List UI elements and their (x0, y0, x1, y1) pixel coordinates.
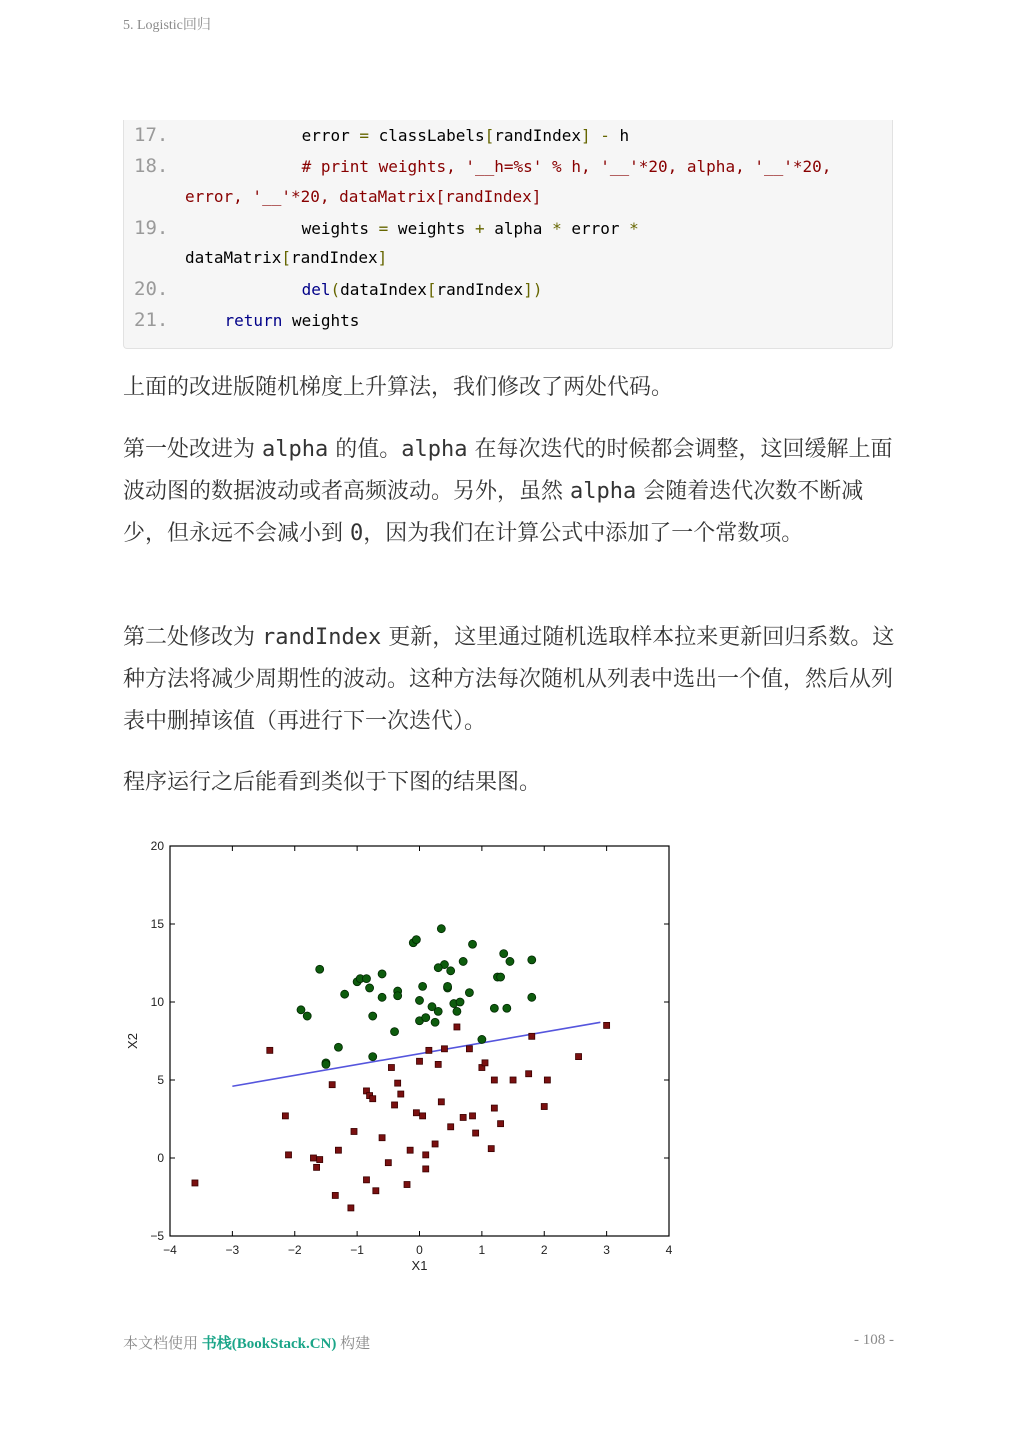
class0-point (470, 1113, 476, 1119)
class0-point (314, 1164, 320, 1170)
footer-prefix: 本文档使用 (123, 1336, 202, 1352)
class0-point (373, 1188, 379, 1194)
class0-point (282, 1113, 288, 1119)
class0-point (417, 1058, 423, 1064)
chapter-header: 5. Logistic回归 (123, 18, 211, 33)
line-number: 17. (134, 124, 169, 146)
class0-point (335, 1147, 341, 1153)
code-indent (186, 126, 302, 145)
x-tick-label: −3 (225, 1243, 240, 1257)
code-line (134, 156, 831, 177)
code-token: classLabels (369, 126, 485, 145)
plot-frame (170, 846, 669, 1236)
code-token: [ (484, 126, 495, 145)
code-token: alpha (484, 219, 553, 238)
bookstack-link[interactable]: 书栈(BookStack.CN) (201, 1336, 337, 1352)
code-token: dataIndex (340, 280, 427, 299)
line-number: 19. (134, 217, 169, 239)
text-span: 第一处改进为 (123, 437, 262, 462)
text-span: 会随着迭代次数不断减少，但永远不会减小到 (123, 479, 864, 546)
code-continuation (185, 187, 541, 207)
code-indent (186, 311, 225, 330)
paragraph-1: 上面的改进版随机梯度上升算法，我们修改了两处代码。 (123, 375, 674, 400)
line-number: 21. (134, 309, 169, 331)
class0-point (192, 1180, 198, 1186)
class1-point (419, 982, 427, 990)
class1-point (434, 964, 442, 972)
inline-code: alpha (401, 437, 468, 462)
class1-point (497, 973, 505, 981)
class0-point (395, 1080, 401, 1086)
y-tick-label: 0 (157, 1151, 164, 1165)
class0-point (438, 1099, 444, 1105)
code-token: randIndex (494, 126, 581, 145)
inline-code: alpha (262, 437, 329, 462)
x-tick-label: 4 (665, 1243, 673, 1257)
code-line (134, 218, 639, 239)
class0-point (332, 1192, 338, 1198)
code-token: h (609, 126, 630, 145)
code-token: error (301, 126, 360, 145)
class0-point (435, 1061, 441, 1067)
class0-point (604, 1022, 610, 1028)
code-indent (186, 157, 302, 176)
class1-point (378, 970, 386, 978)
code-token: ] (580, 126, 591, 145)
class0-point (491, 1077, 497, 1083)
code-token: [ (426, 280, 437, 299)
class0-point (576, 1054, 582, 1060)
class1-point (412, 936, 420, 944)
class1-point (456, 998, 464, 1006)
class0-point (363, 1177, 369, 1183)
code-token: error (561, 219, 630, 238)
class0-point (286, 1152, 292, 1158)
x-tick-label: −1 (350, 1243, 364, 1257)
class0-point (491, 1105, 497, 1111)
class1-point (490, 1004, 498, 1012)
code-indent (186, 280, 302, 299)
x-tick-label: −4 (163, 1243, 177, 1257)
class0-point (473, 1130, 479, 1136)
x-tick-label: −2 (287, 1243, 302, 1257)
class0-point (420, 1113, 426, 1119)
code-line (134, 310, 359, 331)
class1-point (297, 1006, 305, 1014)
class1-point (465, 989, 473, 997)
class0-point (432, 1141, 438, 1147)
class0-point (529, 1033, 535, 1039)
text-span: 在每次迭代的时候都会调整，这回缓解上面波动图的数据波动或者高频波动。另外，虽然 (123, 437, 893, 504)
y-tick-label: −5 (150, 1229, 164, 1243)
class0-point (482, 1060, 488, 1066)
code-token: del (301, 280, 331, 299)
code-token: weights (388, 219, 475, 238)
y-tick-label: 10 (150, 995, 164, 1009)
code-indent (186, 219, 302, 238)
footer-suffix: 构建 (336, 1336, 371, 1352)
class0-point (423, 1166, 429, 1172)
class1-point (447, 967, 455, 975)
class0-point (388, 1065, 394, 1071)
class0-point (329, 1082, 335, 1088)
class1-point (322, 1060, 330, 1068)
code-block (123, 120, 893, 349)
code-line (134, 125, 629, 146)
y-tick-label: 15 (150, 917, 164, 931)
class0-point (441, 1046, 447, 1052)
class0-point (526, 1071, 532, 1077)
line-number: 20. (134, 278, 169, 300)
class0-point (454, 1024, 460, 1030)
class1-point (362, 975, 370, 983)
class1-point (444, 982, 452, 990)
code-token: ] (377, 248, 388, 267)
class0-point (310, 1155, 316, 1161)
class1-point (500, 950, 508, 958)
text-span: ，因为我们在计算公式中添加了一个常数项。 (363, 521, 804, 546)
x-tick-label: 0 (416, 1243, 423, 1257)
class0-point (426, 1047, 432, 1053)
class0-point (379, 1135, 385, 1141)
class0-point (392, 1102, 398, 1108)
y-tick-label: 5 (157, 1073, 164, 1087)
code-line (134, 279, 542, 300)
code-token: - (600, 126, 610, 145)
code-token: = (378, 219, 389, 238)
class1-point (378, 993, 386, 1001)
class0-point (351, 1128, 357, 1134)
text-span: 的值。 (328, 437, 402, 462)
code-token: ]) (523, 280, 543, 299)
code-continuation (185, 248, 387, 268)
class0-point (348, 1205, 354, 1211)
class1-point (431, 1018, 439, 1026)
class1-point (528, 956, 536, 964)
paragraph-4: 程序运行之后能看到类似于下图的结果图。 (123, 770, 542, 795)
paragraph-3 (123, 617, 898, 743)
code-token: * (629, 219, 639, 238)
x-tick-label: 1 (478, 1243, 486, 1257)
class1-point (528, 993, 536, 1001)
class1-point (369, 1053, 377, 1061)
code-token: weights (282, 311, 360, 330)
class1-point (341, 990, 349, 998)
inline-code: randIndex (262, 625, 382, 650)
class0-point (267, 1047, 273, 1053)
class0-point (466, 1046, 472, 1052)
class1-point (316, 965, 324, 973)
code-token: error, '__'*20, dataMatrix[randIndex] (185, 187, 542, 206)
class0-point (460, 1114, 466, 1120)
code-token: * (552, 219, 562, 238)
class0-point (544, 1077, 550, 1083)
class1-point (422, 1014, 430, 1022)
class1-point (394, 992, 402, 1000)
class0-point (423, 1152, 429, 1158)
paragraph-2 (123, 429, 898, 555)
class1-point (369, 1012, 377, 1020)
scatter-chart (123, 830, 683, 1270)
class1-point (506, 957, 514, 965)
class1-point (459, 957, 467, 965)
class0-point (510, 1077, 516, 1083)
code-token: randIndex (436, 280, 524, 299)
line-number: 18. (134, 155, 169, 177)
inline-code: alpha (570, 479, 637, 504)
class0-point (317, 1157, 323, 1163)
class1-point (434, 1007, 442, 1015)
class0-point (407, 1147, 413, 1153)
code-token: return (224, 311, 283, 330)
class0-point (488, 1146, 494, 1152)
code-token: [ (281, 248, 291, 267)
class0-point (385, 1160, 391, 1166)
text-span: 第二处修改为 (123, 625, 262, 650)
class0-point (413, 1110, 419, 1116)
code-token: + (475, 219, 485, 238)
class0-point (448, 1124, 454, 1130)
page-number: - 108 - (854, 1332, 894, 1348)
class0-point (404, 1182, 410, 1188)
code-token: = (359, 126, 370, 145)
code-token: randIndex (290, 248, 378, 267)
x-axis-label: X1 (411, 1258, 428, 1270)
class0-point (541, 1104, 547, 1110)
class0-point (498, 1121, 504, 1127)
class1-point (366, 984, 374, 992)
code-token: dataMatrix (185, 248, 282, 267)
class0-point (370, 1096, 376, 1102)
text-span: 更新，这里通过随机选取样本拉来更新回归系数。这种方法将减少周期性的波动。这种方法每次随机从列表中选出一个值，然后从列表中删掉该值（再进行下一次迭代）。 (123, 625, 895, 734)
code-token: weights (301, 219, 379, 238)
class1-point (478, 1035, 486, 1043)
code-token: ( (330, 280, 341, 299)
y-axis-label: X2 (125, 1033, 140, 1049)
class1-point (416, 996, 424, 1004)
class1-point (469, 940, 477, 948)
inline-code: 0 (350, 521, 364, 546)
code-token: # print weights, '__h=%s' % h, '__'*20, alpha, '__'*20, (301, 157, 832, 176)
y-tick-label: 20 (150, 839, 164, 853)
class1-point (391, 1028, 399, 1036)
footer-credit (123, 1332, 370, 1353)
class1-point (437, 925, 445, 933)
class1-point (503, 1004, 511, 1012)
class1-point (303, 1012, 311, 1020)
class1-point (453, 1007, 461, 1015)
class0-point (398, 1091, 404, 1097)
x-tick-label: 2 (540, 1243, 548, 1257)
class1-point (334, 1043, 342, 1051)
x-tick-label: 3 (603, 1243, 610, 1257)
code-token (591, 126, 601, 145)
